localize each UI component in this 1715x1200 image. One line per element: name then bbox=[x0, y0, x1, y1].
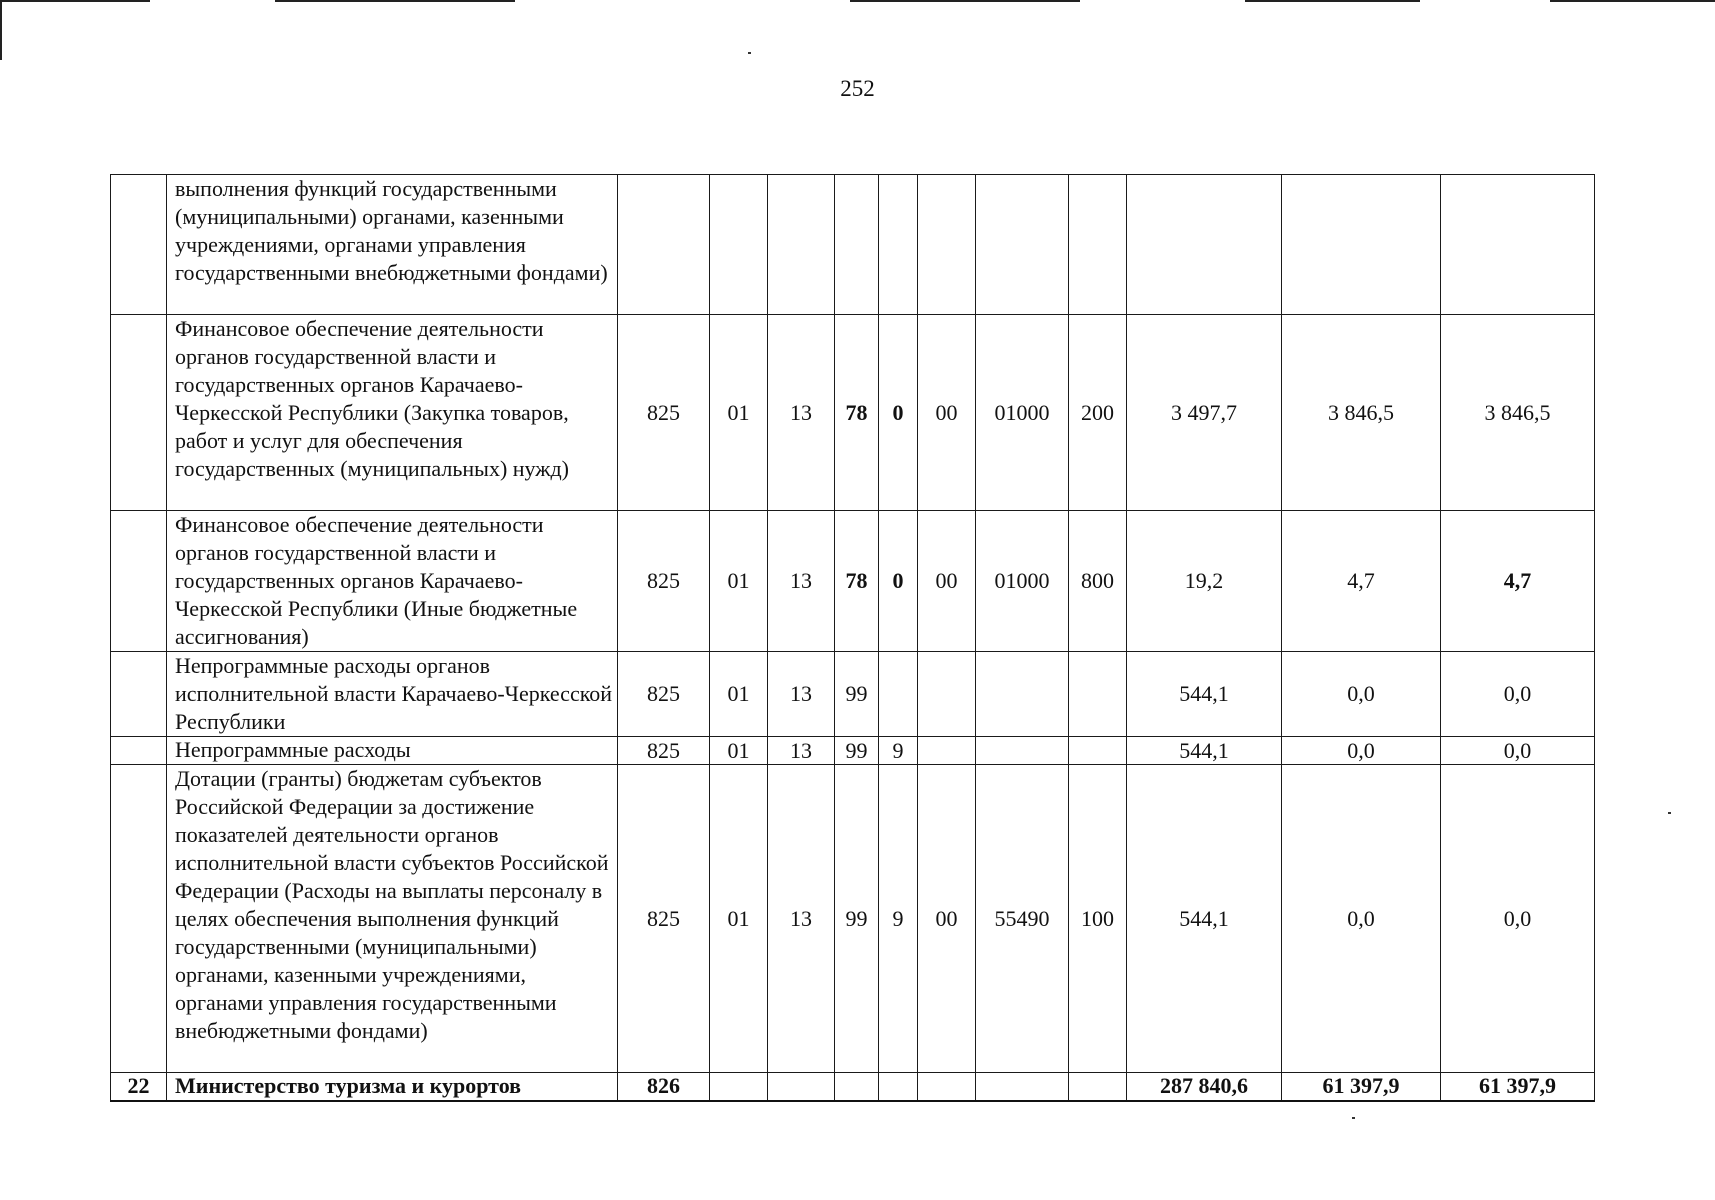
cell-vr: 800 bbox=[1069, 511, 1127, 652]
cell-sum3: 4,7 bbox=[1441, 511, 1595, 652]
cell-cs4 bbox=[976, 1073, 1069, 1101]
cell-sum2: 0,0 bbox=[1282, 737, 1441, 765]
cell-rz: 01 bbox=[710, 511, 768, 652]
cell-cs2 bbox=[879, 652, 918, 737]
cell-name: Дотации (гранты) бюджетам субъектов Российской Федерации за достижение показателей деятельности органов исполнительной власти субъектов Российской Федерации (Расходы на выплаты персоналу в целях обеспечения выполнения функций государственными (муниципальными) органами, казенными учреждениями, органами управления государственными внебюджетными фондами) bbox=[167, 765, 618, 1073]
table-row bbox=[111, 511, 1595, 652]
cell-cs1 bbox=[835, 175, 879, 315]
cell-vr bbox=[1069, 175, 1127, 315]
cell-num bbox=[111, 737, 167, 765]
cell-sum2: 0,0 bbox=[1282, 765, 1441, 1073]
cell-sum1: 3 497,7 bbox=[1127, 315, 1282, 511]
cell-ved: 825 bbox=[618, 765, 710, 1073]
cell-cs3: 00 bbox=[918, 765, 976, 1073]
page-number: 252 bbox=[840, 76, 875, 101]
cell-num bbox=[111, 652, 167, 737]
cell-name: Финансовое обеспечение деятельности органов государственной власти и государственных органов Карачаево-Черкесской Республики (Иные бюджетные ассигнования) bbox=[167, 511, 618, 652]
cell-num: 22 bbox=[111, 1073, 167, 1101]
cell-sum2 bbox=[1282, 175, 1441, 315]
cell-cs3: 00 bbox=[918, 511, 976, 652]
cell-cs2: 0 bbox=[879, 511, 918, 652]
table-row bbox=[111, 315, 1595, 511]
cell-vr bbox=[1069, 652, 1127, 737]
cell-cs2 bbox=[879, 175, 918, 315]
cell-cs1: 99 bbox=[835, 652, 879, 737]
cell-ved: 826 bbox=[618, 1073, 710, 1101]
cell-num bbox=[111, 765, 167, 1073]
cell-sum2: 61 397,9 bbox=[1282, 1073, 1441, 1101]
cell-sum1: 544,1 bbox=[1127, 737, 1282, 765]
cell-sum3: 0,0 bbox=[1441, 765, 1595, 1073]
cell-sum2: 3 846,5 bbox=[1282, 315, 1441, 511]
cell-ved: 825 bbox=[618, 652, 710, 737]
cell-rz: 01 bbox=[710, 737, 768, 765]
scan-edge-top-5 bbox=[1550, 0, 1715, 2]
cell-name: Непрограммные расходы органов исполнительной власти Карачаево-Черкесской Республики bbox=[167, 652, 618, 737]
cell-cs3: 00 bbox=[918, 315, 976, 511]
scan-speck bbox=[748, 52, 751, 54]
scan-speck bbox=[1352, 1117, 1355, 1119]
cell-sum1: 544,1 bbox=[1127, 765, 1282, 1073]
table-row bbox=[111, 652, 1595, 737]
cell-name: выполнения функций государственными (муниципальными) органами, казенными учреждениями, органами управления государственными внебюджетными фондами) bbox=[167, 175, 618, 315]
cell-num bbox=[111, 511, 167, 652]
cell-pr bbox=[768, 1073, 835, 1101]
scan-edge-top-1 bbox=[0, 0, 150, 2]
cell-cs4 bbox=[976, 737, 1069, 765]
cell-pr: 13 bbox=[768, 511, 835, 652]
cell-sum3 bbox=[1441, 175, 1595, 315]
cell-sum3: 0,0 bbox=[1441, 652, 1595, 737]
scan-edge-left bbox=[0, 0, 2, 60]
cell-vr: 200 bbox=[1069, 315, 1127, 511]
cell-vr bbox=[1069, 737, 1127, 765]
cell-ved: 825 bbox=[618, 315, 710, 511]
cell-cs3 bbox=[918, 737, 976, 765]
table-row bbox=[111, 765, 1595, 1073]
cell-cs3 bbox=[918, 1073, 976, 1101]
cell-pr bbox=[768, 175, 835, 315]
cell-sum3: 0,0 bbox=[1441, 737, 1595, 765]
cell-cs4: 55490 bbox=[976, 765, 1069, 1073]
cell-cs2 bbox=[879, 1073, 918, 1101]
cell-num bbox=[111, 315, 167, 511]
cell-ved: 825 bbox=[618, 737, 710, 765]
cell-name: Министерство туризма и курортов bbox=[167, 1073, 618, 1101]
cell-cs1: 99 bbox=[835, 737, 879, 765]
scan-edge-top-3 bbox=[850, 0, 1080, 2]
cell-cs1: 78 bbox=[835, 315, 879, 511]
cell-sum1: 287 840,6 bbox=[1127, 1073, 1282, 1101]
cell-rz: 01 bbox=[710, 652, 768, 737]
cell-rz bbox=[710, 175, 768, 315]
cell-name: Непрограммные расходы bbox=[167, 737, 618, 765]
cell-rz: 01 bbox=[710, 315, 768, 511]
cell-sum1: 544,1 bbox=[1127, 652, 1282, 737]
cell-sum3: 3 846,5 bbox=[1441, 315, 1595, 511]
cell-rz bbox=[710, 1073, 768, 1101]
cell-pr: 13 bbox=[768, 652, 835, 737]
cell-cs4 bbox=[976, 175, 1069, 315]
cell-vr: 100 bbox=[1069, 765, 1127, 1073]
scan-speck bbox=[1668, 812, 1671, 814]
cell-cs4 bbox=[976, 652, 1069, 737]
scan-edge-top-2 bbox=[275, 0, 515, 2]
budget-table bbox=[110, 174, 1595, 1102]
cell-cs2: 9 bbox=[879, 765, 918, 1073]
cell-vr bbox=[1069, 1073, 1127, 1101]
cell-cs3 bbox=[918, 652, 976, 737]
cell-cs2: 0 bbox=[879, 315, 918, 511]
table-row bbox=[111, 175, 1595, 315]
cell-sum1: 19,2 bbox=[1127, 511, 1282, 652]
cell-sum3: 61 397,9 bbox=[1441, 1073, 1595, 1101]
cell-cs1 bbox=[835, 1073, 879, 1101]
cell-cs1: 78 bbox=[835, 511, 879, 652]
cell-cs2: 9 bbox=[879, 737, 918, 765]
cell-ved: 825 bbox=[618, 511, 710, 652]
cell-pr: 13 bbox=[768, 315, 835, 511]
scan-edge-top-4 bbox=[1245, 0, 1420, 2]
cell-cs4: 01000 bbox=[976, 315, 1069, 511]
cell-cs4: 01000 bbox=[976, 511, 1069, 652]
table-row bbox=[111, 737, 1595, 765]
cell-cs1: 99 bbox=[835, 765, 879, 1073]
cell-sum2: 4,7 bbox=[1282, 511, 1441, 652]
cell-name: Финансовое обеспечение деятельности органов государственной власти и государственных органов Карачаево-Черкесской Республики (Закупка товаров, работ и услуг для обеспечения государственных (муниципальных) нужд) bbox=[167, 315, 618, 511]
cell-cs3 bbox=[918, 175, 976, 315]
table-row bbox=[111, 1073, 1595, 1101]
cell-sum1 bbox=[1127, 175, 1282, 315]
cell-ved bbox=[618, 175, 710, 315]
cell-sum2: 0,0 bbox=[1282, 652, 1441, 737]
cell-pr: 13 bbox=[768, 765, 835, 1073]
cell-pr: 13 bbox=[768, 737, 835, 765]
cell-num bbox=[111, 175, 167, 315]
cell-rz: 01 bbox=[710, 765, 768, 1073]
